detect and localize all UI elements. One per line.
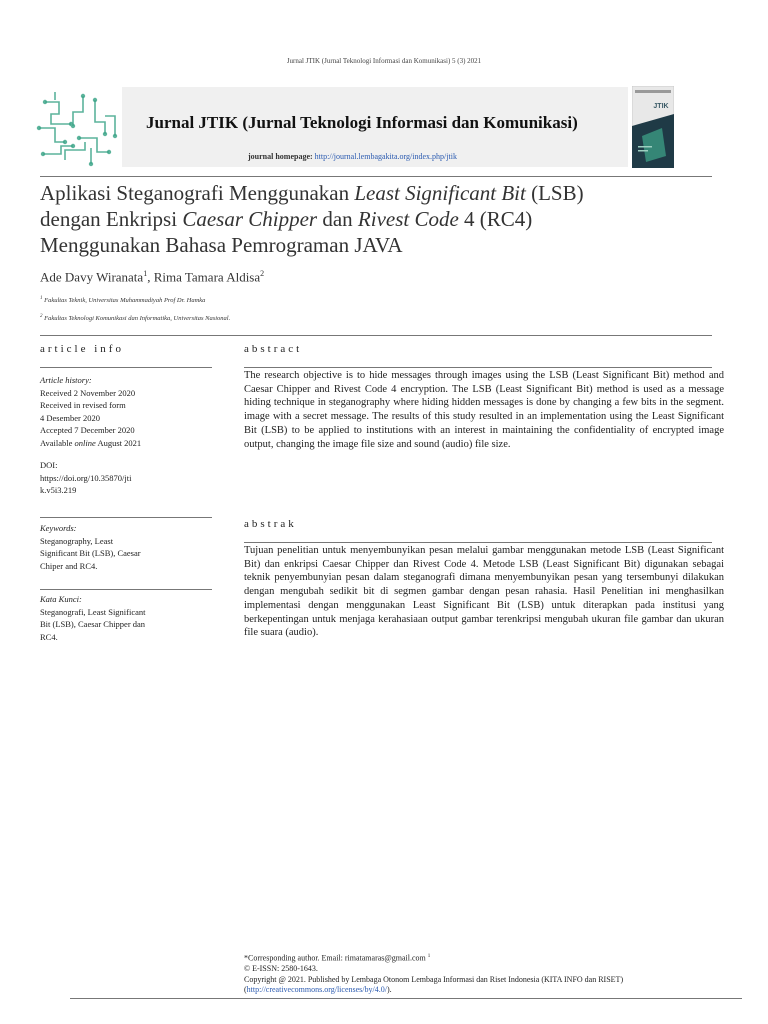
homepage-label: journal homepage: xyxy=(248,152,313,161)
abstrak-text: Tujuan penelitian untuk menyembunyikan pesan melalui gambar menggunakan metode LSB (Least Significant Bit) dan enkripsi Caesar Chipper dan Rivest Code 4. Metode LSB (Least Significant Bit) digunakan sebagai teknik penyembunyian pesan dalam steganografi dimana menyembunyikan pesan yang tersembunyi dilakukan dengan mengubah sedikit bit di segmen gambar dengan pesan rahasia. Hasil Penelitian ini menghasilkan implementasi dengan menggunakan Least Significant Bit (LSB) untuk diterapkan pada institusi yang berkepentingan untuk menjaga kerahasiaan output gambar terenkripsi mengubah ukuran file gambar dan ukuran file suara (audio). xyxy=(244,545,724,639)
abstrak-heading: abstrak xyxy=(244,518,297,530)
cover-label: JTIK xyxy=(653,103,669,110)
article-title: Aplikasi Steganografi Menggunakan Least Significant Bit (LSB) dengan Enkripsi Caesar Chipper dan Rivest Code 4 (RC4) Menggunakan Bahasa Pemrograman JAVA xyxy=(40,181,584,257)
homepage-link[interactable]: http://journal.lembagakita.org/index.php/jtik xyxy=(314,152,457,161)
author-name: Ade Davy Wiranata xyxy=(40,269,144,285)
issn: © E-ISSN: 2580-1643. xyxy=(244,964,318,974)
running-header: Jurnal JTIK (Jurnal Teknologi Informasi dan Komunikasi) 5 (3) 2021 xyxy=(286,57,482,65)
keywords: Keywords: Steganography, Least Significant Bit (LSB), Caesar Chiper and RC4. xyxy=(40,523,141,571)
abstract-rule xyxy=(244,367,712,368)
authors: Ade Davy Wiranata$^1$, Rima Tamara Aldisa$^2$ xyxy=(40,269,265,285)
section-rule xyxy=(40,335,712,336)
footer-rule xyxy=(70,998,742,999)
journal-cover-image xyxy=(632,86,674,168)
copyright: Copyright @ 2021. Published by Lembaga Otonom Lembaga Informasi dan Riset Indonesia (KITA INFO dan RISET) xyxy=(244,974,624,984)
article-info-heading: article info xyxy=(40,343,124,355)
license: (http://creativecommons.org/licenses/by/4.0/). xyxy=(244,985,392,995)
license-link[interactable]: http://creativecommons.org/licenses/by/4.0/ xyxy=(246,985,387,995)
corresponding-author: *Corresponding author. Email: rimatamaras@gmail.com $^1$ xyxy=(244,953,431,963)
info-rule xyxy=(40,589,212,590)
journal-logo-icon xyxy=(35,88,121,170)
affiliation: $^2$ Fakultas Teknologi Komunikasi dan Informatika, Universitas Nasional. xyxy=(40,314,231,323)
footer xyxy=(244,952,623,996)
author-name: Rima Tamara Aldisa xyxy=(153,269,261,285)
doi-link[interactable]: https://doi.org/10.35870/jti k.v5i3.219 xyxy=(40,472,132,495)
info-rule xyxy=(40,367,212,368)
journal-homepage xyxy=(248,152,457,161)
kata-kunci: Kata Kunci: Steganografi, Least Significant Bit (LSB), Caesar Chipper dan RC4. xyxy=(40,594,146,642)
journal-name: Jurnal JTIK (Jurnal Teknologi Informasi dan Komunikasi) xyxy=(146,113,578,132)
abstract-text: The research objective is to hide messages through images using the LSB (Least Significant Bit) method and Caesar Chipper and Rivest Code 4 encryption. The LSB (Least Significant Bit) method is used as a message hiding technique in steganography where hiding hidden messages is done by changing a few bits in the segment. image with a secret message. The results of this study resulted in an implementation using the Least Significant Bit (LSB) to be applied to institutions with an interest in maintaining the confidentiality of encrypted image output, changing the image file size and sound (audio) file size. xyxy=(244,370,724,450)
abstract-heading: abstract xyxy=(244,343,303,355)
header-rule xyxy=(40,176,712,177)
abstrak-rule xyxy=(244,542,712,543)
info-rule xyxy=(40,517,212,518)
article-history: Article history: Received 2 November 2020 Received in revised form 4 Desember 2020 Accepted 7 December 2020 Available online August 2021 DOI: https://doi.org/10.35870/jti k.v5i3.219 xyxy=(40,374,215,497)
affiliation: $^1$ Fakultas Teknik, Universitas Muhammadiyah Prof Dr. Hamka xyxy=(40,296,206,305)
